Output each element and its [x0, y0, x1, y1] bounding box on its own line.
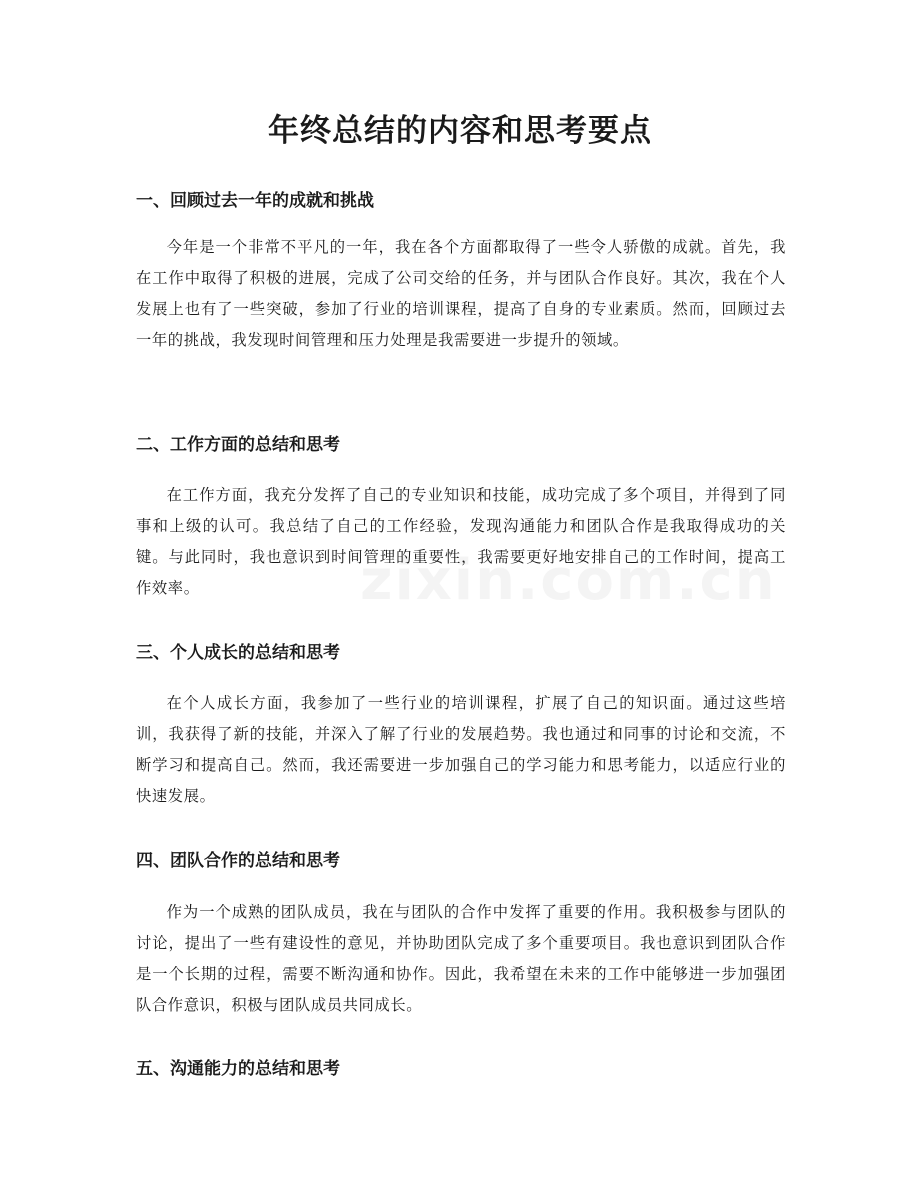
- section-heading-3: 三、个人成长的总结和思考: [136, 643, 340, 663]
- section-heading-4: 四、团队合作的总结和思考: [136, 851, 340, 871]
- section-paragraph-1: 今年是一个非常不平凡的一年，我在各个方面都取得了一些令人骄傲的成就。首先，我在工作中取得了积极的进展，完成了公司交给的任务，并与团队合作良好。其次，我在个人发展上也有了一些突破，参加了行业的培训课程，提高了自身的专业素质。然而，回顾过去一年的挑战，我发现时间管理和压力处理是我需要进一步提升的领域。: [136, 238, 786, 349]
- document-title: 年终总结的内容和思考要点: [268, 113, 652, 149]
- section-paragraph-3: 在个人成长方面，我参加了一些行业的培训课程，扩展了自己的知识面。通过这些培训，我获得了新的技能，并深入了解了行业的发展趋势。我也通过和同事的讨论和交流，不断学习和提高自己。然而，我还需要进一步加强自己的学习能力和思考能力，以适应行业的快速发展。: [136, 694, 786, 805]
- section-heading-5: 五、沟通能力的总结和思考: [136, 1059, 340, 1079]
- section-heading-2: 二、工作方面的总结和思考: [136, 435, 340, 455]
- section-paragraph-4: 作为一个成熟的团队成员，我在与团队的合作中发挥了重要的作用。我积极参与团队的讨论，提出了一些有建设性的意见，并协助团队完成了多个重要项目。我也意识到团队合作是一个长期的过程，需要不断沟通和协作。因此，我希望在未来的工作中能够进一步加强团队合作意识，积极与团队成员共同成长。: [136, 903, 786, 1014]
- section-paragraph-2: 在工作方面，我充分发挥了自己的专业知识和技能，成功完成了多个项目，并得到了同事和上级的认可。我总结了自己的工作经验，发现沟通能力和团队合作是我取得成功的关键。与此同时，我也意识到时间管理的重要性，我需要更好地安排自己的工作时间，提高工作效率。: [136, 486, 786, 597]
- section-heading-1: 一、回顾过去一年的成就和挑战: [136, 191, 374, 211]
